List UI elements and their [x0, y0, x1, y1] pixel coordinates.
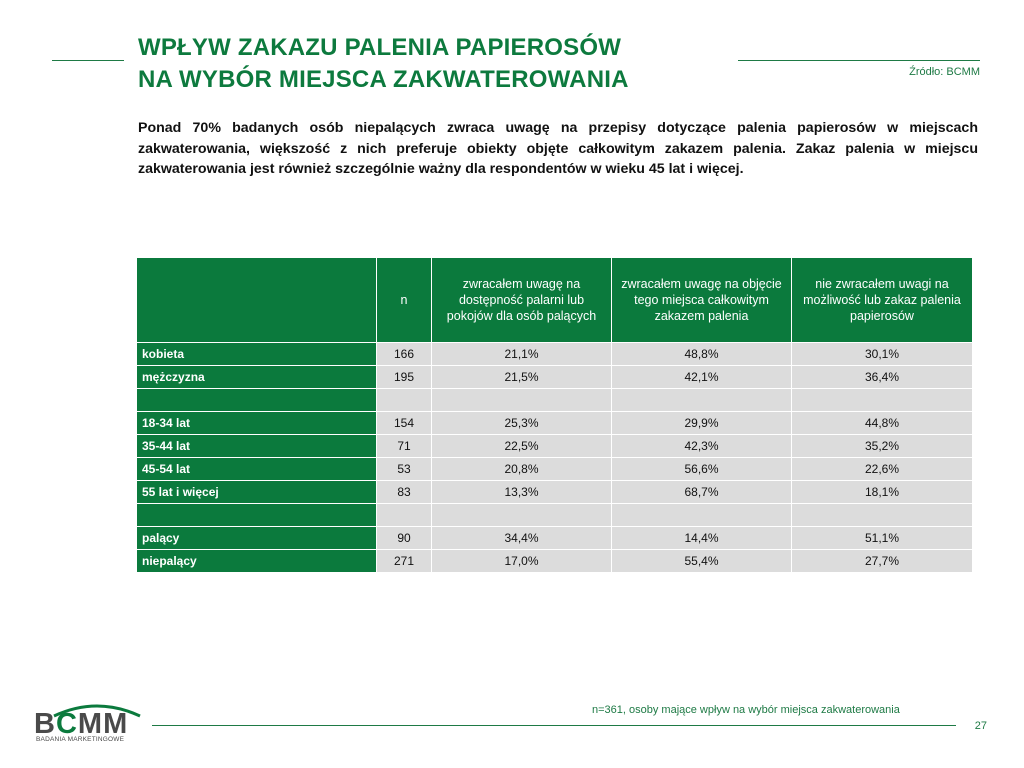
- cell-no-attention: [792, 389, 973, 412]
- source-note: Źródło: BCMM: [909, 66, 980, 78]
- page-title-line-2: NA WYBÓR MIEJSCA ZAKWATEROWANIA: [138, 66, 629, 93]
- cell-total-ban: 68,7%: [612, 481, 792, 504]
- table-header-row: [137, 258, 973, 343]
- page-title-line-1: WPŁYW ZAKAZU PALENIA PAPIEROSÓW: [138, 34, 622, 61]
- cell-total-ban: 29,9%: [612, 412, 792, 435]
- cell-n: 90: [377, 527, 432, 550]
- row-label: [137, 504, 377, 527]
- logo-letter-b: B: [34, 708, 56, 740]
- cell-total-ban: [612, 389, 792, 412]
- cell-n: 166: [377, 343, 432, 366]
- cell-no-attention: 44,8%: [792, 412, 973, 435]
- cell-smoking-room: 17,0%: [432, 550, 612, 573]
- cell-no-attention: 30,1%: [792, 343, 973, 366]
- row-label: [137, 389, 377, 412]
- row-label: 45-54 lat: [137, 458, 377, 481]
- table-row: [137, 550, 973, 573]
- cell-smoking-room: 21,5%: [432, 366, 612, 389]
- cell-n: 154: [377, 412, 432, 435]
- header-n: n: [377, 258, 432, 343]
- header-total-ban: zwracałem uwagę na objęcie tego miejsca całkowitym zakazem palenia: [612, 258, 792, 343]
- cell-no-attention: 18,1%: [792, 481, 973, 504]
- logo-subtitle: BADANIA MARKETINGOWE: [36, 736, 125, 743]
- page-number: 27: [974, 720, 987, 732]
- header-corner-cell: [137, 258, 377, 343]
- cell-total-ban: 14,4%: [612, 527, 792, 550]
- cell-n: 271: [377, 550, 432, 573]
- row-label: palący: [137, 527, 377, 550]
- footnote: n=361, osoby mające wpływ na wybór miejsca zakwaterowania: [592, 704, 900, 716]
- cell-n: 53: [377, 458, 432, 481]
- cell-no-attention: 22,6%: [792, 458, 973, 481]
- intro-paragraph: Ponad 70% badanych osób niepalących zwraca uwagę na przepisy dotyczące palenia papierosów w miejscach zakwaterowania, większość z nich preferuje obiekty objęte całkowitym zakazem palenia. Zakaz palenia w miejscu zakwaterowania jest również szczególnie ważny dla respondentów w wieku 45 lat i więcej.: [138, 120, 978, 177]
- header-no-attention: nie zwracałem uwagi na możliwość lub zakaz palenia papierosów: [792, 258, 973, 343]
- row-label: 55 lat i więcej: [137, 481, 377, 504]
- cell-smoking-room: 34,4%: [432, 527, 612, 550]
- cell-total-ban: 55,4%: [612, 550, 792, 573]
- cell-total-ban: 56,6%: [612, 458, 792, 481]
- table-body: [137, 343, 973, 573]
- cell-n: [377, 389, 432, 412]
- cell-total-ban: [612, 504, 792, 527]
- results-table: [136, 257, 973, 573]
- cell-total-ban: 42,1%: [612, 366, 792, 389]
- cell-smoking-room: 13,3%: [432, 481, 612, 504]
- cell-no-attention: 51,1%: [792, 527, 973, 550]
- row-label: 18-34 lat: [137, 412, 377, 435]
- row-label: 35-44 lat: [137, 435, 377, 458]
- cell-smoking-room: [432, 389, 612, 412]
- cell-no-attention: 36,4%: [792, 366, 973, 389]
- cell-smoking-room: 20,8%: [432, 458, 612, 481]
- cell-n: 71: [377, 435, 432, 458]
- table-row: [137, 366, 973, 389]
- table-row: [137, 389, 973, 412]
- table-row: [137, 412, 973, 435]
- page-title: [138, 32, 629, 96]
- logo-letter-c: C: [55, 708, 78, 740]
- footer-rule: [152, 725, 956, 726]
- table-row: [137, 527, 973, 550]
- cell-total-ban: 48,8%: [612, 343, 792, 366]
- cell-smoking-room: 22,5%: [432, 435, 612, 458]
- table-row: [137, 458, 973, 481]
- table-row: [137, 435, 973, 458]
- title-rule-left: [52, 60, 124, 61]
- cell-smoking-room: 21,1%: [432, 343, 612, 366]
- row-label: kobieta: [137, 343, 377, 366]
- logo-letters-mm: MM: [77, 708, 129, 740]
- cell-total-ban: 42,3%: [612, 435, 792, 458]
- cell-n: 195: [377, 366, 432, 389]
- row-label: mężczyzna: [137, 366, 377, 389]
- cell-n: 83: [377, 481, 432, 504]
- table-row: [137, 481, 973, 504]
- title-rule-right: [738, 60, 980, 61]
- cell-no-attention: 27,7%: [792, 550, 973, 573]
- cell-no-attention: [792, 504, 973, 527]
- header-smoking-room: zwracałem uwagę na dostępność palarni lub pokojów dla osób palących: [432, 258, 612, 343]
- table-row: [137, 343, 973, 366]
- row-label: niepalący: [137, 550, 377, 573]
- table-row: [137, 504, 973, 527]
- cell-n: [377, 504, 432, 527]
- cell-no-attention: 35,2%: [792, 435, 973, 458]
- cell-smoking-room: 25,3%: [432, 412, 612, 435]
- bcmm-logo: [34, 702, 146, 748]
- cell-smoking-room: [432, 504, 612, 527]
